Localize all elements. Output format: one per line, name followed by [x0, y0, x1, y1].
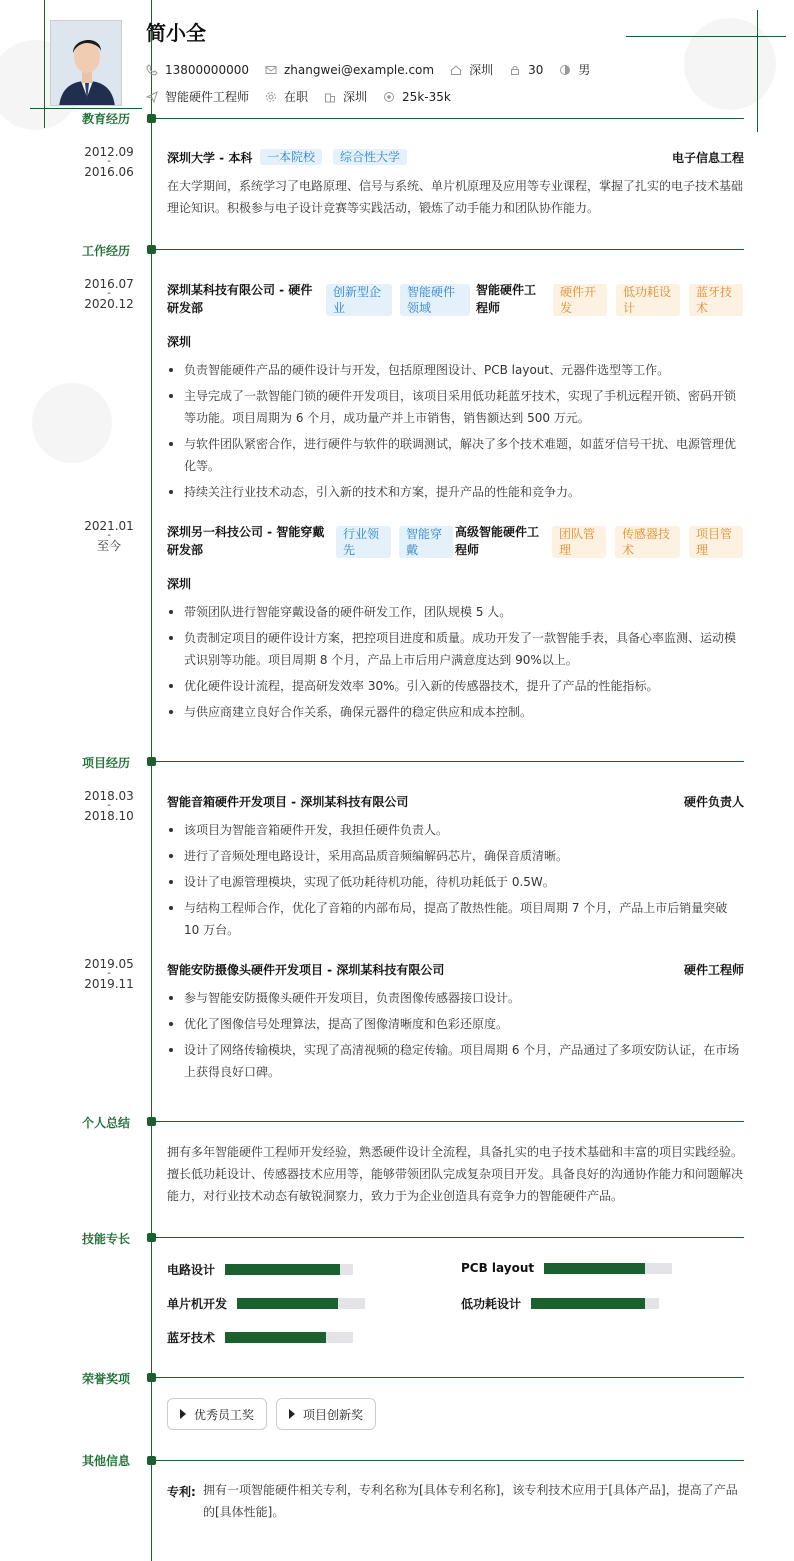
company-tag: 智能穿戴: [399, 526, 453, 558]
skill-bar-fill: [544, 1263, 645, 1274]
date-end: 至今: [96, 539, 121, 553]
city-text: 深圳: [469, 63, 494, 77]
status-item: [265, 88, 308, 105]
gender-item: [559, 61, 590, 78]
skill-tag: 蓝牙技术: [689, 284, 743, 316]
project-date: 2019.05 - 2019.11: [84, 957, 134, 991]
city-item: [450, 61, 493, 78]
skill-name: 蓝牙技术: [167, 1331, 216, 1345]
age-text: 30: [528, 62, 544, 77]
skill-name: 电路设计: [167, 1263, 216, 1277]
list-item: 优化了图像信号处理算法，提高了图像清晰度和色彩还原度。: [167, 1013, 744, 1035]
date-end: 2018.10: [84, 809, 134, 823]
list-item: 该项目为智能音箱硬件开发，我担任硬件负责人。: [167, 819, 744, 841]
phone-icon: [146, 64, 158, 76]
email-item: [265, 63, 434, 77]
company-name: 深圳另一科技公司 - 智能穿戴研发部: [167, 525, 325, 557]
skill-bar: [225, 1264, 353, 1275]
section-rule: [156, 1460, 744, 1461]
award-label: 优秀员工奖: [194, 1407, 255, 1422]
section-dot: [147, 245, 156, 254]
date-end: 2016.06: [84, 165, 134, 179]
section-rule: [156, 249, 744, 250]
skill-bar-fill: [237, 1298, 338, 1309]
patent-label: 专利:: [167, 1485, 196, 1499]
list-item: 设计了网络传输模块，实现了高清视频的稳定传输。项目周期 6 个月，产品通过了多项安防认证，在市场上获得良好口碑。: [167, 1039, 744, 1083]
list-item: 主导完成了一款智能门锁的硬件开发项目，该项目采用低功耗蓝牙技术，实现了手机远程开锁、密码开锁等功能。项目周期为 6 个月，成功量产并上市销售，销售额达到 500 万元。: [167, 385, 744, 429]
building-icon: [324, 91, 336, 103]
list-item: 参与智能安防摄像头硬件开发项目，负责图像传感器接口设计。: [167, 987, 744, 1009]
project-bullets: [167, 819, 744, 945]
skill-tag: 低功耗设计: [616, 284, 680, 316]
patent-text: 拥有一项智能硬件相关专利，专利名称为[具体专利名称]，该专利技术应用于[具体产品]，提高了产品的[具体性能]。: [203, 1483, 738, 1519]
work-date: 2021.01 - 至今: [84, 519, 134, 553]
section-dot: [147, 114, 156, 123]
section-dot: [147, 1456, 156, 1465]
gender-icon: [559, 64, 571, 76]
company-name: 深圳某科技有限公司 - 硬件研发部: [167, 283, 313, 315]
education-date: 2012.09 - 2016.06: [84, 145, 134, 179]
phone-text: 13800000000: [165, 62, 249, 77]
list-item: 负责智能硬件产品的硬件设计与开发，包括原理图设计、PCB layout、元器件选型等工作。: [167, 359, 744, 381]
project-bullets: [167, 987, 744, 1087]
section-title-skills: 技能专长: [82, 1232, 131, 1246]
skill-name: 单片机开发: [167, 1297, 228, 1311]
section-rule: [156, 1377, 744, 1378]
candidate-name: 简小全: [146, 21, 206, 45]
summary-text: 拥有多年智能硬件工程师开发经验，熟悉硬件设计全流程，具备扎实的电子技术基础和丰富的项目实践经验。擅长低功耗设计、传感器技术应用等，能够带领团队完成复杂项目开发。具备良好的沟通协作能力和问题解决能力，对行业技术动态有敏锐洞察力，致力于为企业创造具有竞争力的智能硬件产品。: [167, 1145, 744, 1203]
decor-line: [757, 10, 758, 132]
list-item: 带领团队进行智能穿戴设备的硬件研发工作，团队规模 5 人。: [167, 601, 744, 623]
skill-item: [461, 1295, 659, 1312]
play-icon: [180, 1409, 186, 1419]
company-tag: 创新型企业: [326, 284, 392, 316]
job-intent-row: [146, 88, 467, 105]
target-city-text: 深圳: [343, 90, 368, 104]
work-date: 2016.07 - 2020.12: [84, 277, 134, 311]
date-start: 2021.01: [84, 519, 134, 533]
skill-item: [167, 1329, 353, 1346]
education-description: 在大学期间，系统学习了电路原理、信号与系统、单片机原理及应用等专业课程，掌握了扎实的电子技术基础理论知识。积极参与电子设计竞赛等实践活动，锻炼了动手能力和团队协作能力。: [167, 179, 744, 215]
gender-text: 男: [578, 63, 591, 77]
section-rule: [156, 761, 744, 762]
gear-icon: [265, 91, 277, 103]
education-tag: 综合性大学: [333, 149, 407, 165]
job-title: 高级智能硬件工程师: [455, 525, 540, 557]
salary-item: [383, 90, 451, 104]
work-bullets: [167, 359, 744, 507]
target-city-item: [324, 88, 367, 105]
award-label: 项目创新奖: [303, 1407, 364, 1422]
section-rule: [156, 118, 744, 119]
skill-name: PCB layout: [461, 1261, 535, 1275]
date-start: 2012.09: [84, 145, 134, 159]
project-date: 2018.03 - 2018.10: [84, 789, 134, 823]
project-role: 硬件工程师: [683, 963, 744, 977]
timeline-line: [151, 0, 152, 1561]
play-icon: [289, 1409, 295, 1419]
education-tag: 一本院校: [260, 149, 322, 165]
work-bullets: [167, 601, 744, 727]
skill-tag: 硬件开发: [553, 284, 607, 316]
skill-tag: 项目管理: [689, 526, 743, 558]
award-badge: [167, 1398, 267, 1430]
section-title-summary: 个人总结: [82, 1116, 131, 1130]
major: 电子信息工程: [671, 151, 744, 165]
decor-circle: [32, 383, 112, 463]
section-title-projects: 项目经历: [82, 756, 131, 770]
list-item: 与软件团队紧密合作，进行硬件与软件的联调测试，解决了多个技术难题，如蓝牙信号干扰、电源管理优化等。: [167, 433, 744, 477]
status-text: 在职: [284, 90, 309, 104]
company-tag: 智能硬件领域: [400, 284, 470, 316]
home-icon: [450, 64, 462, 76]
lock-icon: [509, 64, 521, 76]
list-item: 进行了音频处理电路设计，采用高品质音频编解码芯片，确保音质清晰。: [167, 845, 744, 867]
position-text: 智能硬件工程师: [165, 90, 250, 104]
list-item: 优化硬件设计流程，提高研发效率 30%。引入新的传感器技术，提升了产品的性能指标。: [167, 675, 744, 697]
list-item: 与供应商建立良好合作关系，确保元器件的稳定供应和成本控制。: [167, 701, 744, 723]
school-name: 深圳大学 - 本科: [167, 151, 253, 165]
section-title-other: 其他信息: [82, 1454, 131, 1468]
salary-text: 25k-35k: [402, 89, 451, 104]
contact-row: [146, 61, 606, 78]
list-item: 持续关注行业技术动态，引入新的技术和方案，提升产品的性能和竞争力。: [167, 481, 744, 503]
skill-bar-fill: [225, 1264, 340, 1275]
company-tag: 行业领先: [336, 526, 391, 558]
skill-bar: [544, 1263, 672, 1274]
skill-item: [167, 1261, 353, 1278]
email-text: zhangwei@example.com: [283, 62, 435, 77]
phone-item: [146, 63, 249, 77]
date-start: 2016.07: [84, 277, 134, 291]
skill-tag: 团队管理: [552, 526, 606, 558]
decor-line: [30, 108, 142, 109]
project-name: 智能安防摄像头硬件开发项目 - 深圳某科技有限公司: [167, 963, 445, 977]
date-end: 2019.11: [84, 977, 134, 991]
list-item: 与结构工程师合作，优化了音箱的内部布局，提高了散热性能。项目周期 7 个月，产品上市后销量突破 10 万台。: [167, 897, 744, 941]
work-city: 深圳: [167, 577, 192, 591]
section-dot: [147, 757, 156, 766]
skill-item: [461, 1261, 672, 1275]
skill-bar: [531, 1298, 659, 1309]
date-start: 2018.03: [84, 789, 134, 803]
decor-line: [626, 36, 786, 37]
section-rule: [156, 1121, 744, 1122]
skill-bar-fill: [531, 1298, 645, 1309]
section-dot: [147, 1373, 156, 1382]
skill-bar-fill: [225, 1332, 326, 1343]
skill-bar: [225, 1332, 353, 1343]
position-item: [146, 88, 249, 105]
list-item: 设计了电源管理模块，实现了低功耗待机功能，待机功耗低于 0.5W。: [167, 871, 744, 893]
job-title: 智能硬件工程师: [476, 283, 537, 315]
skill-tag: 传感器技术: [615, 526, 680, 558]
skill-item: [167, 1295, 365, 1312]
work-city: 深圳: [167, 335, 192, 349]
section-title-education: 教育经历: [82, 112, 131, 126]
skill-name: 低功耗设计: [461, 1297, 522, 1311]
section-title-work: 工作经历: [82, 244, 131, 258]
project-role: 硬件负责人: [683, 795, 744, 809]
section-dot: [147, 1117, 156, 1126]
section-title-awards: 荣誉奖项: [82, 1372, 131, 1386]
age-item: [509, 63, 543, 77]
award-badge: [276, 1398, 376, 1430]
decor-circle: [684, 18, 776, 110]
date-end: 2020.12: [84, 297, 134, 311]
skill-bar: [237, 1298, 365, 1309]
section-dot: [147, 1233, 156, 1242]
email-icon: [265, 64, 277, 76]
send-icon: [146, 91, 158, 103]
section-rule: [156, 1237, 744, 1238]
coin-icon: [383, 91, 395, 103]
date-start: 2019.05: [84, 957, 134, 971]
project-name: 智能音箱硬件开发项目 - 深圳某科技有限公司: [167, 795, 409, 809]
list-item: 负责制定项目的硬件设计方案，把控项目进度和质量。成功开发了一款智能手表，具备心率监测、运动模式识别等功能。项目周期 8 个月，产品上市后用户满意度达到 90%以上。: [167, 627, 744, 671]
avatar: [50, 20, 122, 106]
